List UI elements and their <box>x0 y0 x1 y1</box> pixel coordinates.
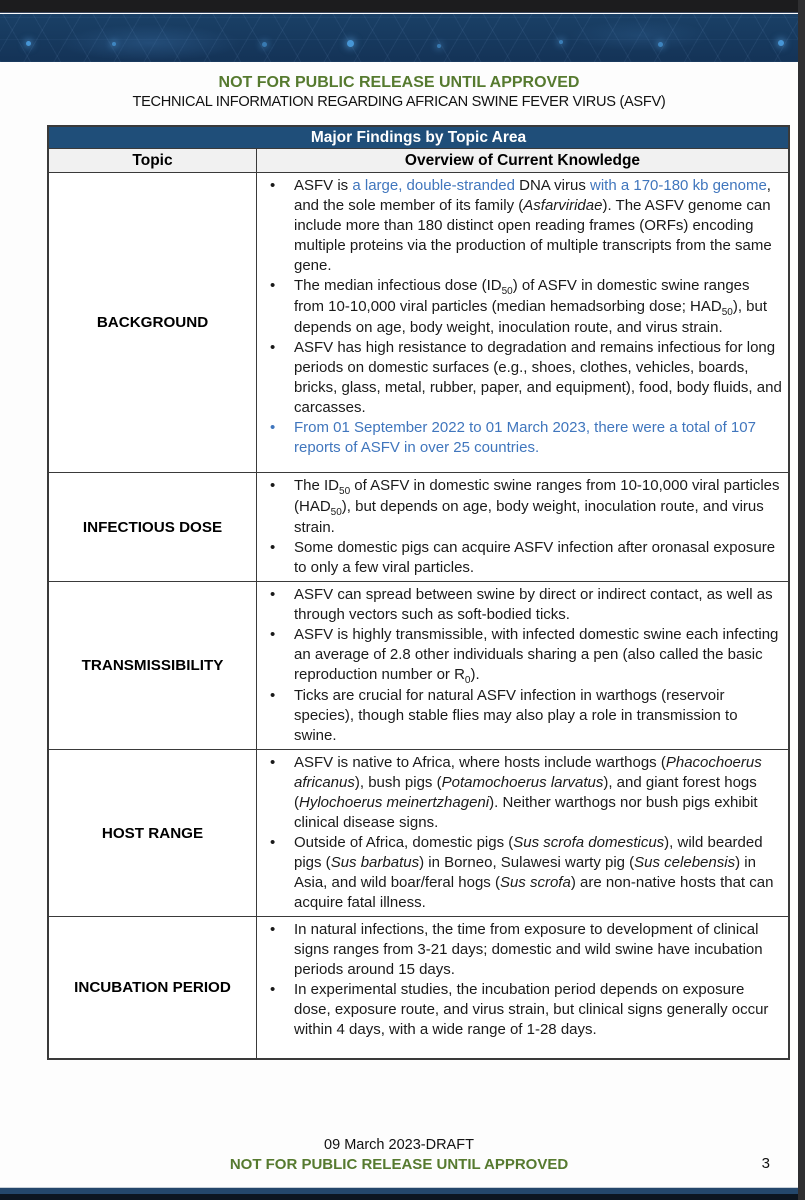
text-run: DNA virus <box>519 177 590 194</box>
topic-cell <box>49 750 257 916</box>
text-run: Some domestic pigs can acquire ASFV infection after oronasal exposure to only a few viral particles. <box>294 539 776 576</box>
header-decorative-band <box>0 14 805 62</box>
bullet-marker: • <box>270 626 276 643</box>
text-run: In experimental studies, the incubation period depends on exposure dose, exposure route, and virus strain, but clinical signs generally occur within 4 days, with a wide range of 1-28 days. <box>294 981 769 1038</box>
glow-dot <box>112 42 116 46</box>
glow-dot <box>26 41 31 46</box>
bullet-marker: • <box>270 277 276 294</box>
bullet-marker: • <box>270 834 276 851</box>
inline-link[interactable]: From 01 September 2022 to 01 March 2023, there were a total of 107 reports of ASFV in over 25 countries. <box>294 419 756 456</box>
table-row <box>49 582 788 750</box>
page-number: 3 <box>761 1155 770 1172</box>
page-title: TECHNICAL INFORMATION REGARDING AFRICAN SWINE FEVER VIRUS (ASFV) <box>132 94 666 110</box>
column-header-topic: Topic <box>49 149 257 172</box>
bullet-item <box>265 625 782 686</box>
bullet-item <box>265 276 782 338</box>
text-run: ASFV is highly transmissible, with infected domestic swine each infecting an average of 2.8 other individuals sharing a pen (also called the basic reproduction number or R <box>294 626 779 683</box>
text-run: ). Neither warthogs nor bush pigs exhibit clinical disease signs. <box>294 794 758 831</box>
footer-classification: NOT FOR PUBLIC RELEASE UNTIL APPROVED <box>229 1156 569 1173</box>
bullet-text <box>294 338 782 418</box>
bullet-item <box>265 338 782 418</box>
classification-banner: NOT FOR PUBLIC RELEASE UNTIL APPROVED <box>218 74 580 91</box>
footer-decorative-band <box>0 1187 805 1200</box>
text-run: ) of ASFV in domestic swine ranges from 10-10,000 viral particles (median hemadsorbing dose; HAD <box>294 277 750 315</box>
subscript: 0 <box>464 675 471 686</box>
top-black-bar <box>0 0 805 13</box>
topic-cell <box>49 917 257 1058</box>
bullet-text <box>294 538 782 578</box>
glow-dot <box>559 40 563 44</box>
bullet-item <box>265 920 782 980</box>
overview-cell <box>257 750 788 916</box>
species-name: Sus celebensis <box>634 854 736 871</box>
bullet-text <box>294 176 782 276</box>
glow-dot <box>437 44 441 48</box>
overview-cell <box>257 173 788 472</box>
species-name: Sus scrofa <box>499 874 571 891</box>
inline-link[interactable]: with a 170-180 kb genome <box>590 177 767 194</box>
species-name: Sus scrofa domesticus <box>513 834 665 851</box>
subscript: 50 <box>330 507 342 518</box>
table-row <box>49 750 788 917</box>
bullet-marker: • <box>270 539 276 556</box>
bullet-marker: • <box>270 177 276 194</box>
table-column-header-row <box>49 149 788 173</box>
bullet-text <box>294 980 782 1040</box>
bullet-marker: • <box>270 586 276 603</box>
species-name: Sus barbatus <box>330 854 420 871</box>
table-row <box>49 917 788 1058</box>
findings-table <box>47 125 790 1060</box>
text-run: Outside of Africa, domestic pigs ( <box>294 834 514 851</box>
text-run: ), bush pigs ( <box>354 774 442 791</box>
glow-dot <box>347 40 354 47</box>
text-run: ). The ASFV genome can include more than 180 distinct open reading frames (ORFs) encoding multiple proteins via the production of multiple transcripts from the same gene. <box>294 197 772 274</box>
bullet-text <box>294 753 782 833</box>
subscript: 50 <box>339 486 351 497</box>
text-run: ASFV is native to Africa, where hosts include warthogs ( <box>294 754 666 771</box>
footer-date: 09 March 2023-DRAFT <box>324 1137 474 1153</box>
bullet-item <box>265 980 782 1040</box>
bullet-text <box>294 418 782 458</box>
text-run: ), wild bearded pigs ( <box>294 834 763 871</box>
bullet-text <box>294 833 782 913</box>
text-run: ). <box>470 666 480 683</box>
overview-cell <box>257 917 788 1058</box>
page-footer <box>0 1136 798 1174</box>
text-run: ) are non-native hosts that can acquire fatal illness. <box>294 874 774 911</box>
text-run: ), but depends on age, body weight, inoculation route, and virus strain. <box>294 498 764 536</box>
topic-label: TRANSMISSIBILITY <box>81 657 224 674</box>
inline-link[interactable]: a large, double-stranded <box>352 177 520 194</box>
text-run: Ticks are crucial for natural ASFV infection in warthogs (reservoir species), though stable flies may also play a role in transmission to swine. <box>294 687 738 744</box>
bullet-marker: • <box>270 339 276 356</box>
species-name: Potamochoerus larvatus <box>441 774 604 791</box>
topic-cell <box>49 473 257 581</box>
bullet-marker: • <box>270 754 276 771</box>
topic-cell <box>49 173 257 472</box>
topic-label: HOST RANGE <box>101 824 204 842</box>
topic-cell <box>49 582 257 749</box>
text-run: The ID <box>294 477 340 494</box>
text-run: ASFV has high resistance to degradation and remains infectious for long periods on domestic surfaces (e.g., shoes, clothes, vehicles, boards, bricks, glass, metal, rubber, paper, and equipment), food, body fluids, and carcasses. <box>294 339 782 416</box>
bullet-item <box>265 585 782 625</box>
topic-label: INCUBATION PERIOD <box>74 979 231 996</box>
bullet-item <box>265 538 782 578</box>
bullet-item <box>265 476 782 538</box>
text-run: ASFV can spread between swine by direct or indirect contact, as well as through vectors such as soft-bodied ticks. <box>294 586 773 623</box>
bullet-text <box>294 476 782 538</box>
bullet-marker: • <box>270 477 276 494</box>
species-name: Asfarviridae <box>523 197 603 214</box>
column-header-overview: Overview of Current Knowledge <box>404 152 641 169</box>
text-run: The median infectious dose (ID <box>294 277 502 294</box>
text-run: ), but depends on age, body weight, inoculation route, and virus strain. <box>294 298 768 336</box>
glow-dot <box>262 42 267 47</box>
bullet-item <box>265 833 782 913</box>
table-row <box>49 473 788 582</box>
bullet-item <box>265 418 782 458</box>
bullet-marker: • <box>270 921 276 938</box>
bullet-text <box>294 686 782 746</box>
bullet-text <box>294 625 782 686</box>
bullet-marker: • <box>270 419 276 436</box>
topic-label: INFECTIOUS DOSE <box>82 518 223 536</box>
text-run: , and the sole member of its family ( <box>294 177 771 214</box>
topic-label: BACKGROUND <box>96 314 209 331</box>
text-run: ) in Borneo, Sulawesi warty pig ( <box>419 854 635 871</box>
text-run: ASFV is <box>294 177 353 194</box>
glow-dot <box>778 40 784 46</box>
page-edge-shadow <box>798 0 805 1200</box>
species-name: Phacochoerus africanus <box>294 754 762 791</box>
overview-cell <box>257 473 788 581</box>
bullet-marker: • <box>270 687 276 704</box>
species-name: Hylochoerus meinertzhageni <box>299 794 490 811</box>
bullet-marker: • <box>270 981 276 998</box>
table-row <box>49 173 788 473</box>
subscript: 50 <box>501 286 513 297</box>
bullet-item <box>265 176 782 276</box>
bullet-item <box>265 686 782 746</box>
glow-dot <box>658 42 663 47</box>
text-run: ), and giant forest hogs ( <box>294 774 757 811</box>
bullet-item <box>265 753 782 833</box>
bullet-text <box>294 585 782 625</box>
table-body <box>49 173 788 1058</box>
document-header <box>0 73 798 111</box>
text-run: In natural infections, the time from exposure to development of clinical signs ranges from 3-21 days; domestic and wild swine have incubation periods around 15 days. <box>294 921 763 978</box>
table-title: Major Findings by Topic Area <box>49 127 788 149</box>
text-run: of ASFV in domestic swine ranges from 10-10,000 viral particles (HAD <box>294 477 780 515</box>
bullet-text <box>294 920 782 980</box>
subscript: 50 <box>721 307 733 318</box>
overview-cell <box>257 582 788 749</box>
text-run: ) in Asia, and wild boar/feral hogs ( <box>294 854 756 891</box>
bullet-text <box>294 276 782 338</box>
